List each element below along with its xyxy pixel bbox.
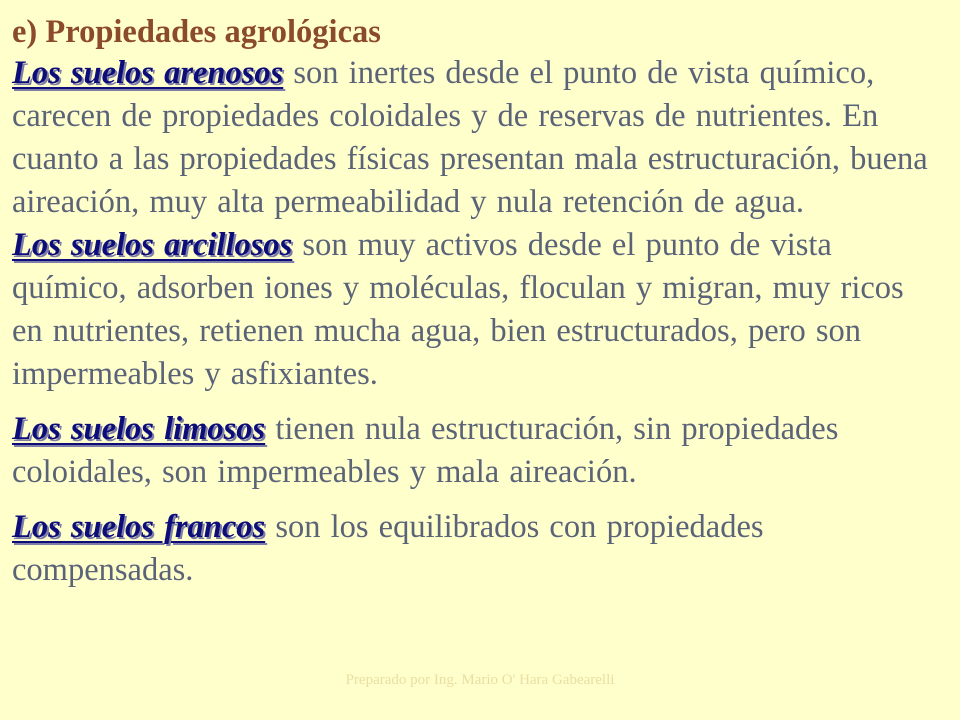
description-silty-soils: tienen nula estructuración, sin propiedades coloidales, son impermeables y mala aireación. (12, 411, 839, 490)
description-clay-soils: son muy activos desde el punto de vista químico, adsorben iones y moléculas, floculan y migran, muy ricos en nutrientes, retienen mucha agua, bien estructurados, pero son impermeables y asfixiantes. (12, 227, 904, 392)
paragraph-silty-soils (12, 408, 942, 494)
paragraph-sandy-soils (12, 52, 942, 224)
paragraph-loam-soils (12, 506, 942, 592)
description-loam-soils: son los equilibrados con propiedades compensadas. (12, 509, 764, 588)
term-clay-soils: Los suelos arcillosos (12, 227, 293, 263)
paragraph-clay-soils (12, 224, 942, 396)
slide-heading: e) Propiedades agrológicas (12, 14, 381, 50)
term-sandy-soils: Los suelos arenosos (12, 55, 284, 91)
term-silty-soils: Los suelos limosos (12, 411, 266, 447)
footer-credit: Preparado por Ing. Mario O' Hara Gabearelli (345, 672, 615, 688)
description-sandy-soils: son inertes desde el punto de vista químico, carecen de propiedades coloidales y de reservas de nutrientes. En cuanto a las propiedades físicas presentan mala estructuración, buena aireación, muy alta permeabilidad y nula retención de agua. (12, 55, 928, 220)
term-loam-soils: Los suelos francos (12, 509, 266, 545)
